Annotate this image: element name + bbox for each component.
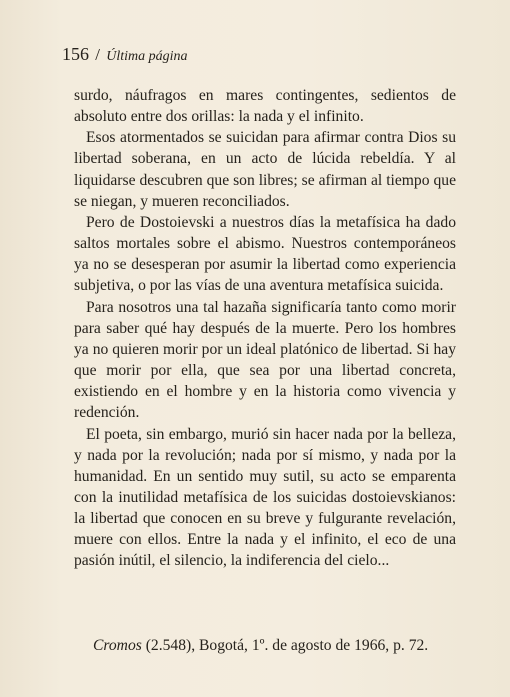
citation-publication: Cromos [93, 637, 142, 654]
running-header [62, 44, 188, 67]
paragraph-5: El poeta, sin embargo, murió sin hacer nada por la belleza, y nada por la revolución; nada por sí mismo, y nada por la humanidad. En un sentido muy sutil, su acto se emparenta con la inutilidad metafísica de los suicidas dostoievskianos: la libertad que conocen en su breve y fulgurante revelación, muere con ellos. Entre la nada y el infinito, el eco de una pasión inútil, el silencio, la indiferencia del cielo... [74, 425, 456, 570]
paragraph-4: Para nosotros una tal hazaña significaría tanto como morir para saber qué hay después de la muerte. Pero los hombres ya no quieren morir por un ideal platónico de libertad. Si hay que morir por ella, que sea por una libertad concreta, existiendo en el hombre y en la historia como vivencia y redención. [74, 298, 456, 422]
paragraph-3: Pero de Dostoievski a nuestros días la metafísica ha dado saltos mortales sobre el abismo. Nuestros contemporáneos ya no se desesperan por asumir la libertad como experiencia subjetiva, o por las vías de una aventura metafísica suicida. [74, 213, 456, 295]
paragraph-2: Esos atormentados se suicidan para afirmar contra Dios su libertad soberana, en un acto de lúcida rebeldía. Y al liquidarse descubren que son libres; se afirman al tiempo que se niegan, y mueren reconciliados. [74, 129, 456, 210]
body-text [74, 85, 456, 572]
section-title: Última página [106, 49, 188, 64]
header-separator: / [95, 45, 100, 64]
page-number: 156 [62, 44, 89, 64]
citation-details: (2.548), Bogotá, 1º. de agosto de 1966, p. 72. [141, 637, 429, 654]
source-citation [93, 636, 458, 656]
paragraph-1: surdo, náufragos en mares contingentes, sedientos de absoluto entre dos orillas: la nada y el infinito. [74, 87, 456, 126]
